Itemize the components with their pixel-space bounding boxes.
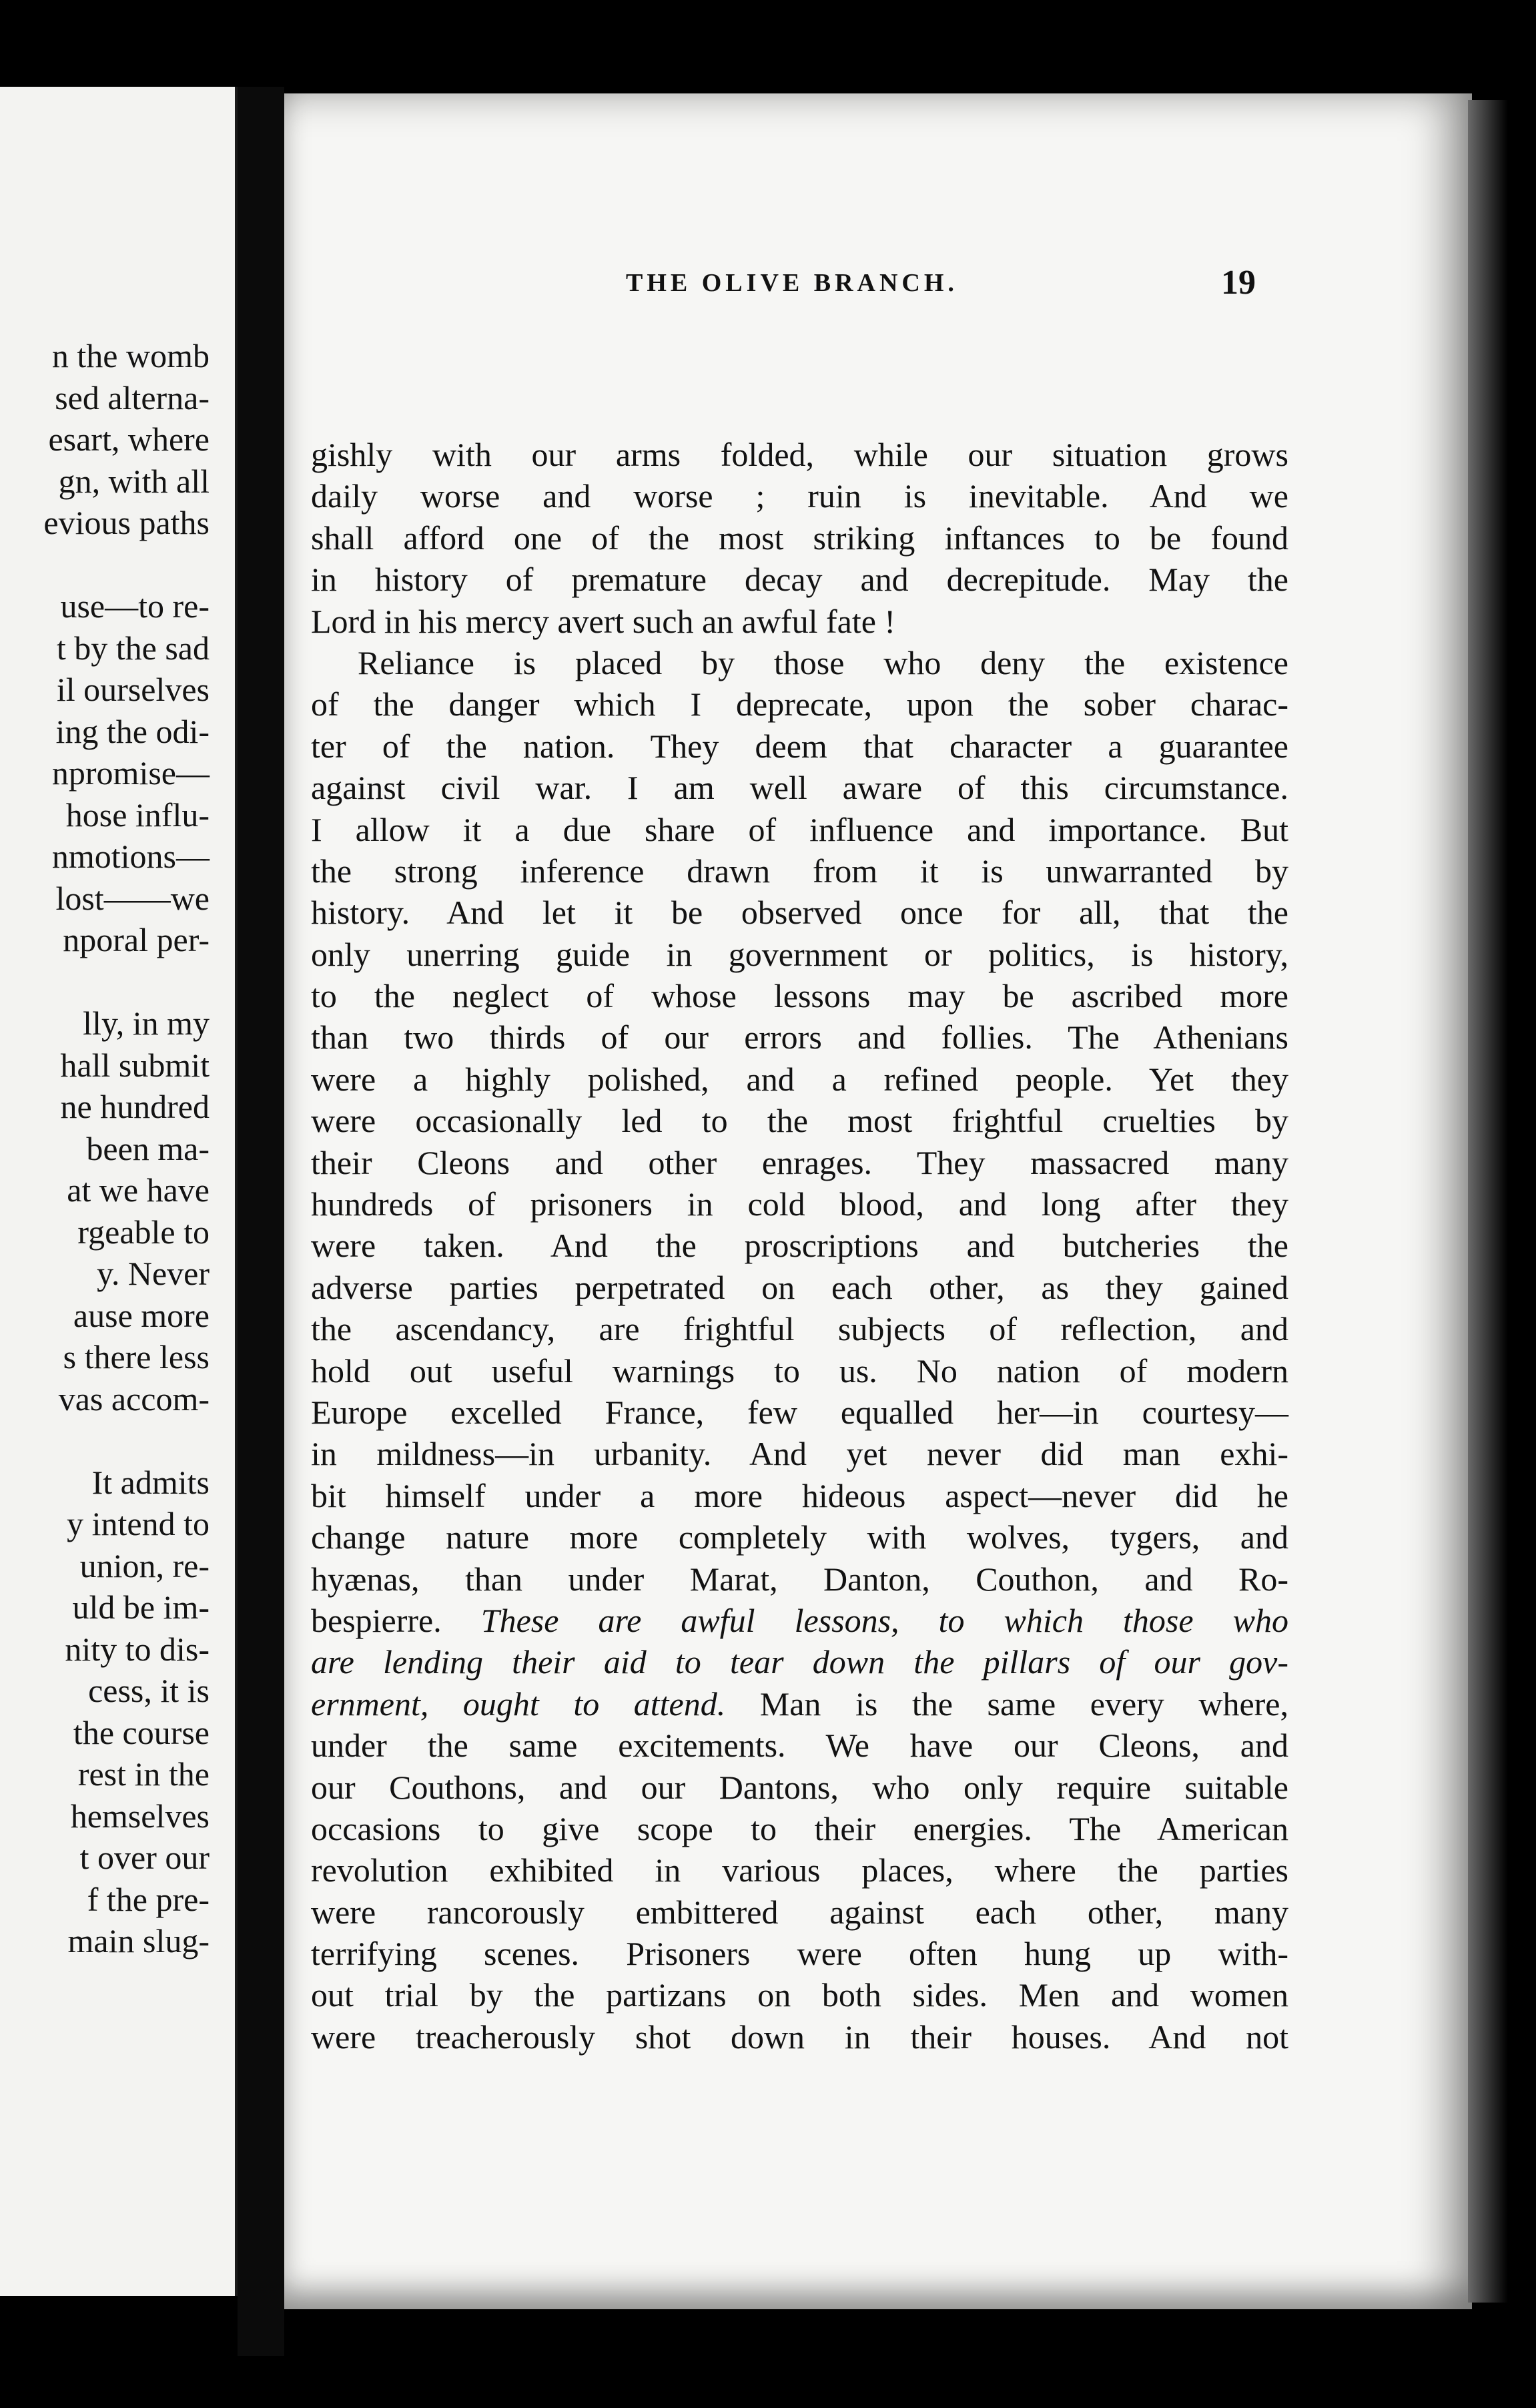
left-page-line: il ourselves [56, 671, 210, 708]
left-page-line: the course [73, 1713, 210, 1751]
text-run: to the neglect of whose lessons may be ascribed more [311, 977, 1288, 1015]
body-line [311, 809, 1288, 850]
text-run: revolution exhibited in various places, where the parties [311, 1851, 1288, 1889]
text-run: I allow it a due share of influence and importance. But [311, 810, 1288, 848]
body-line [311, 1350, 1288, 1392]
left-page-line [0, 1420, 210, 1462]
body-line [311, 1308, 1288, 1349]
page-edge-shadow [1468, 100, 1508, 2303]
left-page-line: ause more [73, 1296, 210, 1334]
body-line [311, 1516, 1288, 1558]
text-run: in history of premature decay and decrepitude. May the [311, 561, 1288, 599]
body-line [311, 1225, 1288, 1266]
text-run: only unerring guide in government or politics, is history, [311, 935, 1288, 973]
left-page-line: union, re- [79, 1546, 210, 1584]
left-page-line: y intend to [67, 1505, 210, 1542]
text-run: out trial by the partizans on both sides. Men and women [311, 1976, 1288, 2014]
left-page-line: gn, with all [58, 462, 210, 500]
left-page-line: t over our [79, 1839, 210, 1876]
body-line [311, 1059, 1288, 1100]
body-line [311, 475, 1288, 517]
body-line [311, 1683, 1288, 1725]
text-run: Europe excelled France, few equalled her—in courtesy— [311, 1393, 1288, 1431]
text-run: Lord in his mercy avert such an awful fate ! [311, 602, 896, 640]
text-run: bespierre. [311, 1601, 442, 1639]
left-page-line: uld be im- [72, 1588, 210, 1626]
body-line [311, 892, 1288, 933]
text-run: change nature more completely with wolves, tygers, and [311, 1518, 1288, 1556]
body-line [311, 1267, 1288, 1308]
body-line [311, 1725, 1288, 1766]
text-run: hold out useful warnings to us. No nation of modern [311, 1351, 1288, 1390]
running-head-title: THE OLIVE BRANCH. [626, 269, 958, 297]
text-run: in mildness—in urbanity. And yet never did man exhi- [311, 1435, 1288, 1473]
main-page [284, 93, 1472, 2309]
left-page-line: nporal per- [63, 921, 210, 958]
left-page-line: sed alterna- [55, 378, 210, 416]
left-page-line: y. Never [97, 1255, 210, 1292]
body-line [311, 767, 1288, 808]
text-run: occasions to give scope to their energies. The American [311, 1809, 1288, 1847]
body-line [311, 1016, 1288, 1058]
text-run: the strong inference drawn from it is unwarranted by [311, 852, 1288, 890]
left-page-line: use—to re- [60, 587, 210, 625]
left-page-line: hemselves [70, 1797, 210, 1835]
text-run: the ascendancy, are frightful subjects of reflection, and [311, 1310, 1288, 1348]
left-page-line: at we have [67, 1171, 210, 1209]
left-page-line: ne hundred [60, 1088, 210, 1125]
left-page-line: hall submit [60, 1046, 210, 1084]
left-page-line: esart, where [48, 420, 210, 458]
left-page-line: lly, in my [83, 1004, 210, 1042]
left-page-line: vas accom- [58, 1380, 210, 1418]
body-line [311, 1891, 1288, 1933]
body-line [311, 1142, 1288, 1183]
body-line [311, 1849, 1288, 1891]
text-run: Man is the same every where, [759, 1685, 1288, 1723]
body-line [311, 1392, 1288, 1433]
text-run: were treacherously shot down in their houses. And not [311, 2018, 1288, 2056]
left-page-line: nity to dis- [65, 1630, 210, 1668]
italic-run: These are awful lessons, to which those who [480, 1601, 1288, 1639]
text-run: gishly with our arms folded, while our situation grows [311, 436, 1288, 473]
left-page-line: nmotions— [51, 838, 210, 875]
italic-run: are lending their aid to tear down the pillars of our gov- [311, 1643, 1288, 1681]
text-run: of the danger which I deprecate, upon the sober charac- [311, 685, 1288, 723]
text-run: their Cleons and other enrages. They massacred many [311, 1143, 1288, 1181]
book-gutter [238, 87, 284, 2356]
left-page-line: lost——we [55, 879, 210, 917]
left-page-line: t by the sad [56, 629, 210, 667]
body-line [311, 1100, 1288, 1141]
left-page-line: been ma- [86, 1129, 210, 1167]
italic-run: ernment, ought to attend. [311, 1685, 726, 1723]
text-run: history. And let it be observed once for all, that the [311, 894, 1288, 932]
body-line [311, 559, 1288, 600]
body-line [311, 2016, 1288, 2058]
text-run: were a highly polished, and a refined people. Yet they [311, 1060, 1288, 1098]
text-run: bit himself under a more hideous aspect—never did he [311, 1476, 1288, 1514]
text-run: Reliance is placed by those who deny the existence [358, 643, 1288, 681]
left-page-line: rgeable to [77, 1213, 210, 1251]
body-line [311, 601, 1288, 642]
body-line [311, 642, 1288, 683]
left-page-fragment [0, 87, 238, 2296]
body-line [311, 1641, 1288, 1683]
body-line [311, 850, 1288, 892]
left-page-line: npromise— [51, 754, 210, 792]
text-run: shall afford one of the most striking inftances to be found [311, 519, 1288, 557]
body-line [311, 434, 1288, 475]
body-line [311, 934, 1288, 975]
body-line [311, 1475, 1288, 1516]
left-page-line: ing the odi- [55, 712, 210, 750]
left-page-line: rest in the [77, 1755, 210, 1793]
left-page-line: hose influ- [65, 796, 210, 834]
left-page-line: main slug- [67, 1922, 210, 1960]
body-line [311, 683, 1288, 725]
body-line [311, 1558, 1288, 1600]
body-line [311, 1974, 1288, 2016]
body-line [311, 1433, 1288, 1474]
body-line [311, 517, 1288, 559]
text-run: hyænas, than under Marat, Danton, Couthon, and Ro- [311, 1560, 1288, 1598]
left-page-line: cess, it is [88, 1672, 210, 1709]
body-line [311, 1600, 1288, 1641]
body-text [311, 434, 1288, 2058]
left-page-line [0, 961, 210, 1003]
text-run: against civil war. I am well aware of this circumstance. [311, 769, 1288, 807]
left-page-line: n the womb [51, 337, 210, 374]
left-page-line: s there less [63, 1338, 210, 1376]
body-line [311, 1183, 1288, 1225]
body-line [311, 1767, 1288, 1808]
text-run: than two thirds of our errors and follies. The Athenians [311, 1018, 1288, 1057]
text-run: daily worse and worse ; ruin is inevitable. And we [311, 477, 1288, 515]
body-line [311, 725, 1288, 767]
left-page-text [0, 335, 210, 1962]
left-page-line [0, 544, 210, 586]
text-run: were occasionally led to the most frightful cruelties by [311, 1102, 1288, 1140]
text-run: terrifying scenes. Prisoners were often hung up with- [311, 1935, 1288, 1973]
left-page-line: It admits [91, 1463, 210, 1501]
text-run: our Couthons, and our Dantons, who only require suitable [311, 1768, 1288, 1806]
text-run: ter of the nation. They deem that character a guarantee [311, 727, 1288, 765]
left-page-line: evious paths [43, 504, 210, 541]
text-run: adverse parties perpetrated on each other, as they gained [311, 1268, 1288, 1306]
left-page-line: f the pre- [87, 1880, 210, 1918]
body-line [311, 975, 1288, 1016]
text-run: were rancorously embittered against each other, many [311, 1893, 1288, 1931]
body-line [311, 1808, 1288, 1849]
text-run: were taken. And the proscriptions and butcheries the [311, 1227, 1288, 1265]
text-run: hundreds of prisoners in cold blood, and long after they [311, 1185, 1288, 1223]
body-line [311, 1933, 1288, 1974]
page-number: 19 [1221, 264, 1256, 302]
text-run: under the same excitements. We have our Cleons, and [311, 1727, 1288, 1765]
